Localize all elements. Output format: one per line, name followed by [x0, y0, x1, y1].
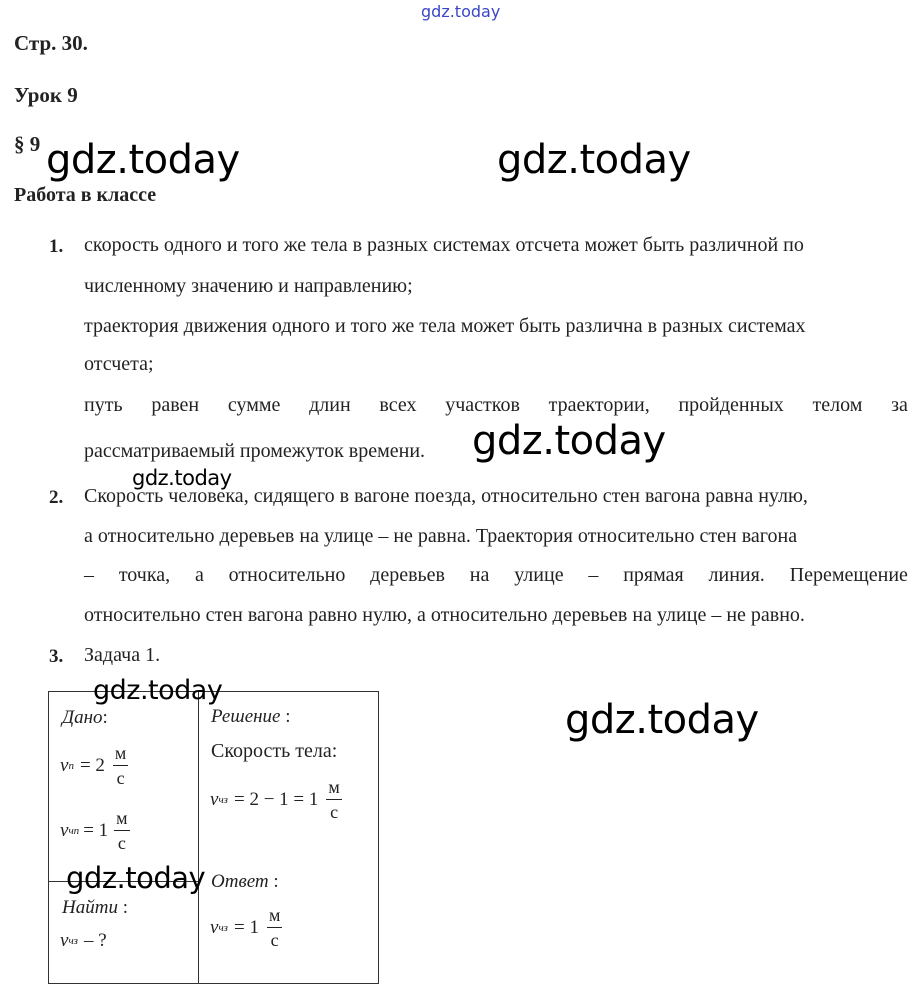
watermark-top: gdz.today — [421, 2, 501, 21]
jword: траектории, — [548, 394, 650, 416]
jword: длин — [309, 394, 351, 416]
jword: телом — [812, 394, 863, 416]
table-right-border — [378, 691, 379, 984]
watermark: gdz.today — [132, 466, 232, 490]
page-label: Стр. 30. — [14, 31, 88, 55]
jword: участков — [445, 394, 520, 416]
item-line: а относительно деревьев на улице – не равна. Траектория относительно стен вагона — [84, 525, 798, 547]
jword: на — [469, 564, 490, 586]
jword: – — [588, 564, 599, 586]
solution-formula: v чз = 2 − 1 = 1 $\frac{м}{с}$ — [210, 777, 340, 822]
find-label: Найти : — [62, 897, 128, 918]
jword: – — [84, 564, 94, 586]
jword: равен — [151, 394, 200, 416]
jword: прямая — [623, 564, 684, 586]
jword: Перемещение — [789, 564, 908, 586]
jword: пройденных — [678, 394, 784, 416]
item-line: траектория движения одного и того же тела может быть различна в разных системах — [84, 315, 806, 337]
solution-label: Решение : — [211, 706, 291, 727]
item-line-justified — [84, 565, 908, 585]
watermark: gdz.today — [497, 137, 691, 183]
jword: сумме — [227, 394, 281, 416]
jword: деревьев — [370, 564, 445, 586]
jword: линия. — [708, 564, 765, 586]
given-label: Дано: — [62, 707, 108, 728]
jword: всех — [379, 394, 417, 416]
item-line: Задача 1. — [84, 644, 161, 666]
table-bottom-border — [48, 983, 379, 984]
find-v-chz: v чз – ? — [60, 930, 107, 951]
item-line: отсчета; — [84, 353, 154, 375]
paragraph-label: § 9 — [14, 132, 41, 156]
jword: точка, — [118, 564, 171, 586]
table-left-border — [48, 691, 49, 984]
item-number: 1. — [49, 236, 64, 257]
section-title: Работа в классе — [14, 184, 157, 206]
given-v-chp: v чп = 1 $\frac{м}{с}$ — [60, 808, 128, 853]
answer-formula: v чз = 1 $\frac{м}{с}$ — [210, 905, 281, 950]
item-number: 3. — [49, 646, 64, 667]
answer-label: Ответ : — [211, 871, 279, 892]
jword: улице — [514, 564, 564, 586]
jword: относительно — [228, 564, 346, 586]
item-line: Скорость человека, сидящего в вагоне поезда, относительно стен вагона равна нулю, — [84, 485, 808, 507]
lesson-label: Урок 9 — [14, 83, 78, 107]
solution-text: Скорость тела: — [211, 740, 338, 762]
watermark: gdz.today — [472, 418, 666, 464]
item-line: рассматриваемый промежуток времени. — [84, 440, 426, 462]
watermark: gdz.today — [66, 861, 206, 895]
watermark: gdz.today — [565, 697, 759, 743]
item-line: численному значению и направлению; — [84, 275, 413, 297]
item-line: скорость одного и того же тела в разных системах отсчета может быть различной по — [84, 234, 804, 256]
item-line: относительно стен вагона равно нулю, а относительно деревьев на улице – не равно. — [84, 604, 805, 626]
given-v-p: v п = 2 $\frac{м}{с}$ — [60, 743, 127, 788]
jword: путь — [84, 394, 123, 416]
table-divider — [198, 691, 199, 984]
item-number: 2. — [49, 487, 64, 508]
jword: за — [891, 394, 908, 416]
watermark: gdz.today — [46, 137, 240, 183]
watermark: gdz.today — [93, 675, 223, 706]
item-line-justified — [84, 395, 908, 415]
jword: а — [194, 564, 204, 586]
